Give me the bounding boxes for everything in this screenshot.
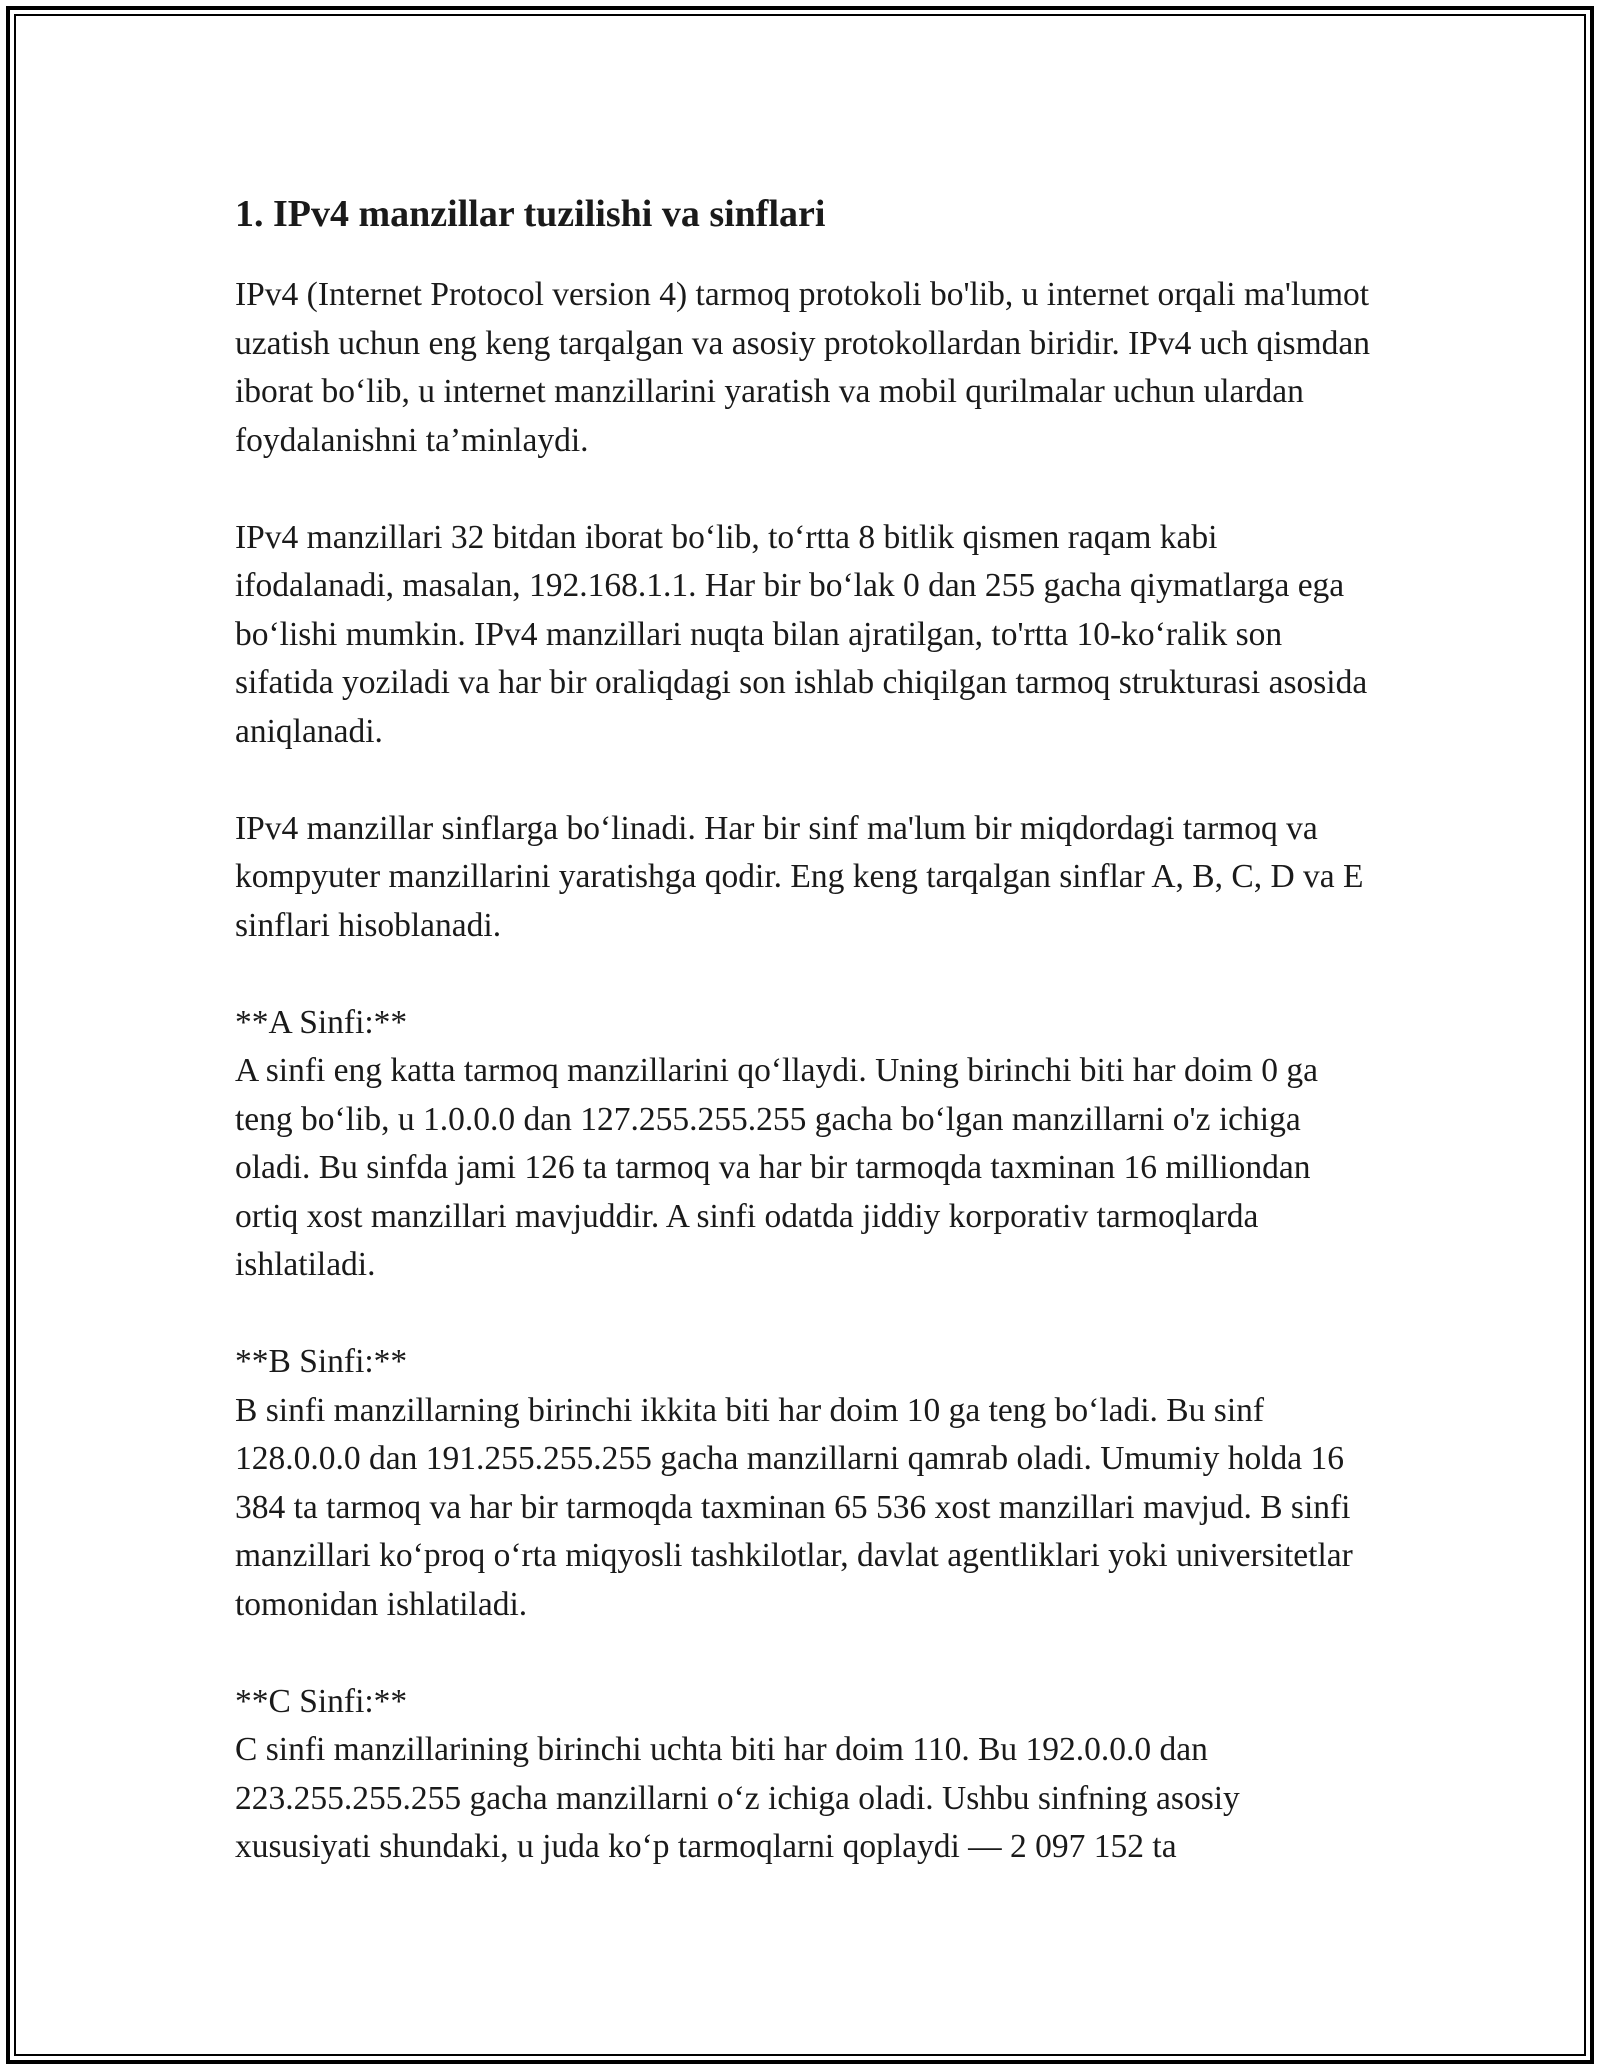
paragraph-classes-overview: IPv4 manzillar sinflarga bo‘linadi. Har bir sinf ma'lum bir miqdordagi tarmoq va kompyuter manzillarini yaratishga qodir. Eng keng tarqalgan sinflar A, B, C, D va E sinflari hisoblanadi. bbox=[235, 809, 1364, 944]
paragraph-address-format: IPv4 manzillari 32 bitdan iborat bo‘lib, to‘rtta 8 bitlik qismen raqam kabi ifodalanadi, masalan, 192.168.1.1. Har bir bo‘lak 0 dan 255 gacha qiymatlarga ega bo‘lishi mumkin. IPv4 manzillari nuqta bilan ajratilgan, to'rtta 10-ko‘ralik son sifatida yoziladi va har bir oraliqdagi son ishlab chiqilgan tarmoq strukturasi asosida aniqlanadi. bbox=[235, 518, 1368, 750]
section-class-c-text: C sinfi manzillarining birinchi uchta biti har doim 110. Bu 192.0.0.0 dan 223.255.255.255 gacha manzillarni o‘z ichiga oladi. Ushbu sinfning asosiy xususiyati shundaki, u juda ko‘p tarmoqlarni qoplaydi — 2 097 152 ta bbox=[235, 1731, 1240, 1865]
section-class-c bbox=[235, 1678, 1375, 1872]
section-class-c-label: **C Sinfi:** bbox=[235, 1682, 408, 1720]
document-body bbox=[235, 185, 1375, 1920]
paragraph-intro: IPv4 (Internet Protocol version 4) tarmoq protokoli bo'lib, u internet orqali ma'lumot uzatish uchun eng keng tarqalgan va asosiy protokollardan biridir. IPv4 uch qismdan iborat bo‘lib, u internet manzillarini yaratish va mobil qurilmalar uchun ulardan foydalanishni ta’minlaydi. bbox=[235, 276, 1371, 459]
section-class-a bbox=[235, 999, 1375, 1290]
section-class-b-text: B sinfi manzillarning birinchi ikkita biti har doim 10 ga teng bo‘ladi. Bu sinf 128.0.0.0 dan 191.255.255.255 gacha manzillarni qamrab oladi. Umumiy holda 16 384 ta tarmoq va har bir tarmoqda taxminan 65 536 xost manzillari mavjud. B sinfi manzillari ko‘proq o‘rta miqyosli tashkilotlar, davlat agentliklari yoki universitetlar tomonidan ishlatiladi. bbox=[235, 1391, 1353, 1623]
section-class-a-text: A sinfi eng katta tarmoq manzillarini qo‘llaydi. Uning birinchi biti har doim 0 ga teng bo‘lib, u 1.0.0.0 dan 127.255.255.255 gacha bo‘lgan manzillarni o'z ichiga oladi. Bu sinfda jami 126 ta tarmoq va har bir tarmoqda taxminan 16 milliondan ortiq xost manzillari mavjuddir. A sinfi odatda jiddiy korporativ tarmoqlarda ishlatiladi. bbox=[235, 1052, 1318, 1283]
section-class-b bbox=[235, 1338, 1375, 1629]
section-class-a-label: **A Sinfi:** bbox=[235, 1003, 408, 1041]
document-title: 1. IPv4 manzillar tuzilishi va sinflari bbox=[235, 193, 826, 235]
section-class-b-label: **B Sinfi:** bbox=[235, 1343, 408, 1380]
